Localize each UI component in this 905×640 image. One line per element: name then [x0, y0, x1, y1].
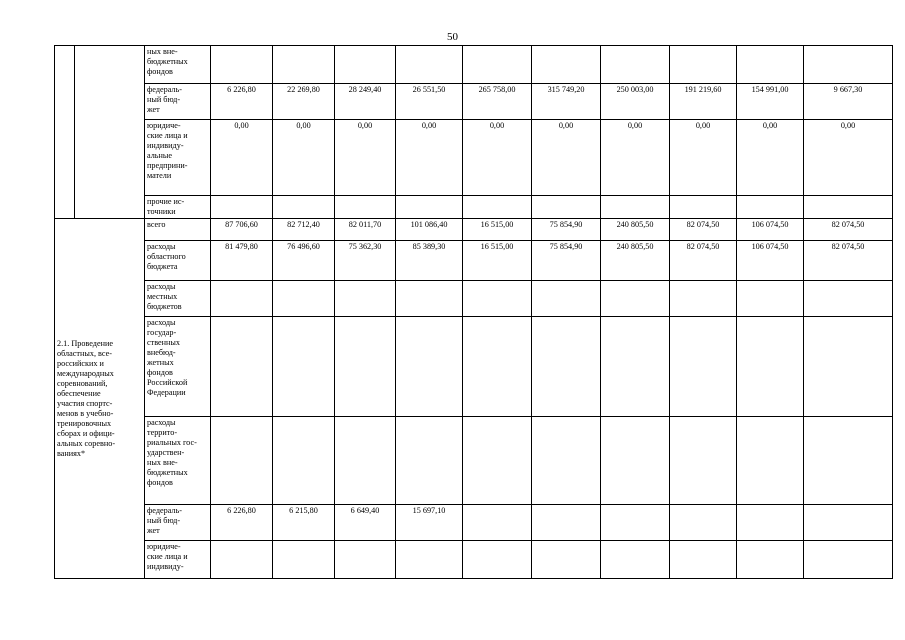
budget-table [54, 45, 893, 579]
value-cell: 0,00 [463, 120, 532, 196]
value-cell: 0,00 [601, 120, 670, 196]
table-row [55, 505, 893, 541]
value-cell [211, 46, 273, 84]
value-cell: 106 074,50 [737, 219, 804, 241]
value-cell [532, 505, 601, 541]
value-cell: 0,00 [211, 120, 273, 196]
value-cell [532, 281, 601, 317]
value-cell [601, 317, 670, 417]
value-cell [601, 46, 670, 84]
value-cell [532, 541, 601, 579]
funding-source-cell: юридиче- ские лица и индивиду- альные предприни- матели [145, 120, 211, 196]
value-cell [396, 281, 463, 317]
value-cell: 101 086,40 [396, 219, 463, 241]
value-cell [532, 417, 601, 505]
value-cell [396, 417, 463, 505]
table-section-top [55, 46, 893, 219]
value-cell [737, 317, 804, 417]
value-cell: 81 479,80 [211, 241, 273, 281]
value-cell [737, 281, 804, 317]
value-cell [601, 417, 670, 505]
funding-source-cell: федераль- ный бюд- жет [145, 505, 211, 541]
value-cell: 82 074,50 [670, 241, 737, 281]
empty-cell [75, 46, 145, 219]
value-cell: 6 226,80 [211, 505, 273, 541]
value-cell [463, 46, 532, 84]
funding-source-cell: расходы государ- ственных внебюд- жетных фондов Российской Федерации [145, 317, 211, 417]
value-cell [804, 417, 893, 505]
value-cell [532, 196, 601, 219]
table-row [55, 120, 893, 196]
value-cell [804, 196, 893, 219]
table-row [55, 196, 893, 219]
funding-source-cell: расходы областного бюджета [145, 241, 211, 281]
value-cell [737, 46, 804, 84]
value-cell [670, 417, 737, 505]
funding-source-cell: юридиче- ские лица и индивиду- [145, 541, 211, 579]
value-cell [211, 541, 273, 579]
value-cell: 75 854,90 [532, 219, 601, 241]
value-cell: 0,00 [737, 120, 804, 196]
value-cell [211, 417, 273, 505]
value-cell [335, 541, 396, 579]
value-cell: 16 515,00 [463, 219, 532, 241]
value-cell [601, 281, 670, 317]
value-cell: 82 074,50 [804, 241, 893, 281]
value-cell: 82 712,40 [273, 219, 335, 241]
table-row [55, 219, 893, 241]
value-cell [601, 541, 670, 579]
value-cell [804, 505, 893, 541]
value-cell: 16 515,00 [463, 241, 532, 281]
value-cell: 82 074,50 [804, 219, 893, 241]
funding-source-cell: ных вне- бюджетных фондов [145, 46, 211, 84]
page-number: 50 [447, 31, 458, 43]
funding-source-cell: расходы местных бюджетов [145, 281, 211, 317]
value-cell [463, 505, 532, 541]
value-cell [463, 541, 532, 579]
value-cell [335, 281, 396, 317]
value-cell [601, 505, 670, 541]
value-cell [670, 505, 737, 541]
table-row [55, 241, 893, 281]
value-cell: 26 551,50 [396, 84, 463, 120]
value-cell: 28 249,40 [335, 84, 396, 120]
funding-source-cell: расходы террито- риальных гос- ударствен- ных вне- бюджетных фондов [145, 417, 211, 505]
measure-name-cell: 2.1. Проведение областных, все- российских и международных соревнований, обеспечение участия спортс- менов в учебно- тренировочных сборах и офици- альных соревно- ваниях* [55, 219, 145, 579]
value-cell [273, 417, 335, 505]
value-cell: 0,00 [273, 120, 335, 196]
table-section-main [55, 219, 893, 579]
value-cell [211, 196, 273, 219]
value-cell [670, 46, 737, 84]
table-row [55, 84, 893, 120]
value-cell [737, 417, 804, 505]
value-cell: 250 003,00 [601, 84, 670, 120]
table-row [55, 417, 893, 505]
value-cell [463, 281, 532, 317]
value-cell: 0,00 [335, 120, 396, 196]
value-cell [463, 417, 532, 505]
value-cell [804, 541, 893, 579]
value-cell: 82 074,50 [670, 219, 737, 241]
value-cell [335, 46, 396, 84]
value-cell [737, 541, 804, 579]
value-cell [463, 317, 532, 417]
value-cell: 0,00 [804, 120, 893, 196]
value-cell [532, 317, 601, 417]
value-cell [211, 317, 273, 417]
value-cell: 106 074,50 [737, 241, 804, 281]
value-cell [335, 317, 396, 417]
value-cell [396, 46, 463, 84]
value-cell: 87 706,60 [211, 219, 273, 241]
value-cell: 85 389,30 [396, 241, 463, 281]
value-cell: 76 496,60 [273, 241, 335, 281]
value-cell: 6 226,80 [211, 84, 273, 120]
value-cell [273, 281, 335, 317]
value-cell [670, 541, 737, 579]
value-cell: 265 758,00 [463, 84, 532, 120]
value-cell: 0,00 [532, 120, 601, 196]
value-cell: 82 011,70 [335, 219, 396, 241]
value-cell: 240 805,50 [601, 241, 670, 281]
value-cell: 6 215,80 [273, 505, 335, 541]
value-cell: 9 667,30 [804, 84, 893, 120]
value-cell [804, 317, 893, 417]
value-cell [273, 317, 335, 417]
empty-cell [55, 46, 75, 219]
value-cell: 154 991,00 [737, 84, 804, 120]
value-cell [804, 46, 893, 84]
value-cell: 6 649,40 [335, 505, 396, 541]
value-cell [273, 541, 335, 579]
value-cell: 0,00 [396, 120, 463, 196]
value-cell [737, 196, 804, 219]
value-cell [335, 417, 396, 505]
value-cell [670, 196, 737, 219]
value-cell [396, 541, 463, 579]
value-cell: 315 749,20 [532, 84, 601, 120]
value-cell: 0,00 [670, 120, 737, 196]
value-cell: 75 362,30 [335, 241, 396, 281]
value-cell [601, 196, 670, 219]
value-cell [273, 196, 335, 219]
value-cell: 240 805,50 [601, 219, 670, 241]
table-row [55, 541, 893, 579]
value-cell: 75 854,90 [532, 241, 601, 281]
value-cell [670, 281, 737, 317]
value-cell [804, 281, 893, 317]
value-cell [737, 505, 804, 541]
value-cell: 15 697,10 [396, 505, 463, 541]
value-cell [396, 317, 463, 417]
value-cell [335, 196, 396, 219]
value-cell [463, 196, 532, 219]
value-cell [273, 46, 335, 84]
table-row [55, 317, 893, 417]
value-cell: 22 269,80 [273, 84, 335, 120]
value-cell: 191 219,60 [670, 84, 737, 120]
value-cell [211, 281, 273, 317]
funding-source-cell: федераль- ный бюд- жет [145, 84, 211, 120]
value-cell [396, 196, 463, 219]
value-cell [670, 317, 737, 417]
funding-source-cell: всего [145, 219, 211, 241]
funding-source-cell: прочие ис- точники [145, 196, 211, 219]
table-row [55, 46, 893, 84]
value-cell [532, 46, 601, 84]
table-row [55, 281, 893, 317]
